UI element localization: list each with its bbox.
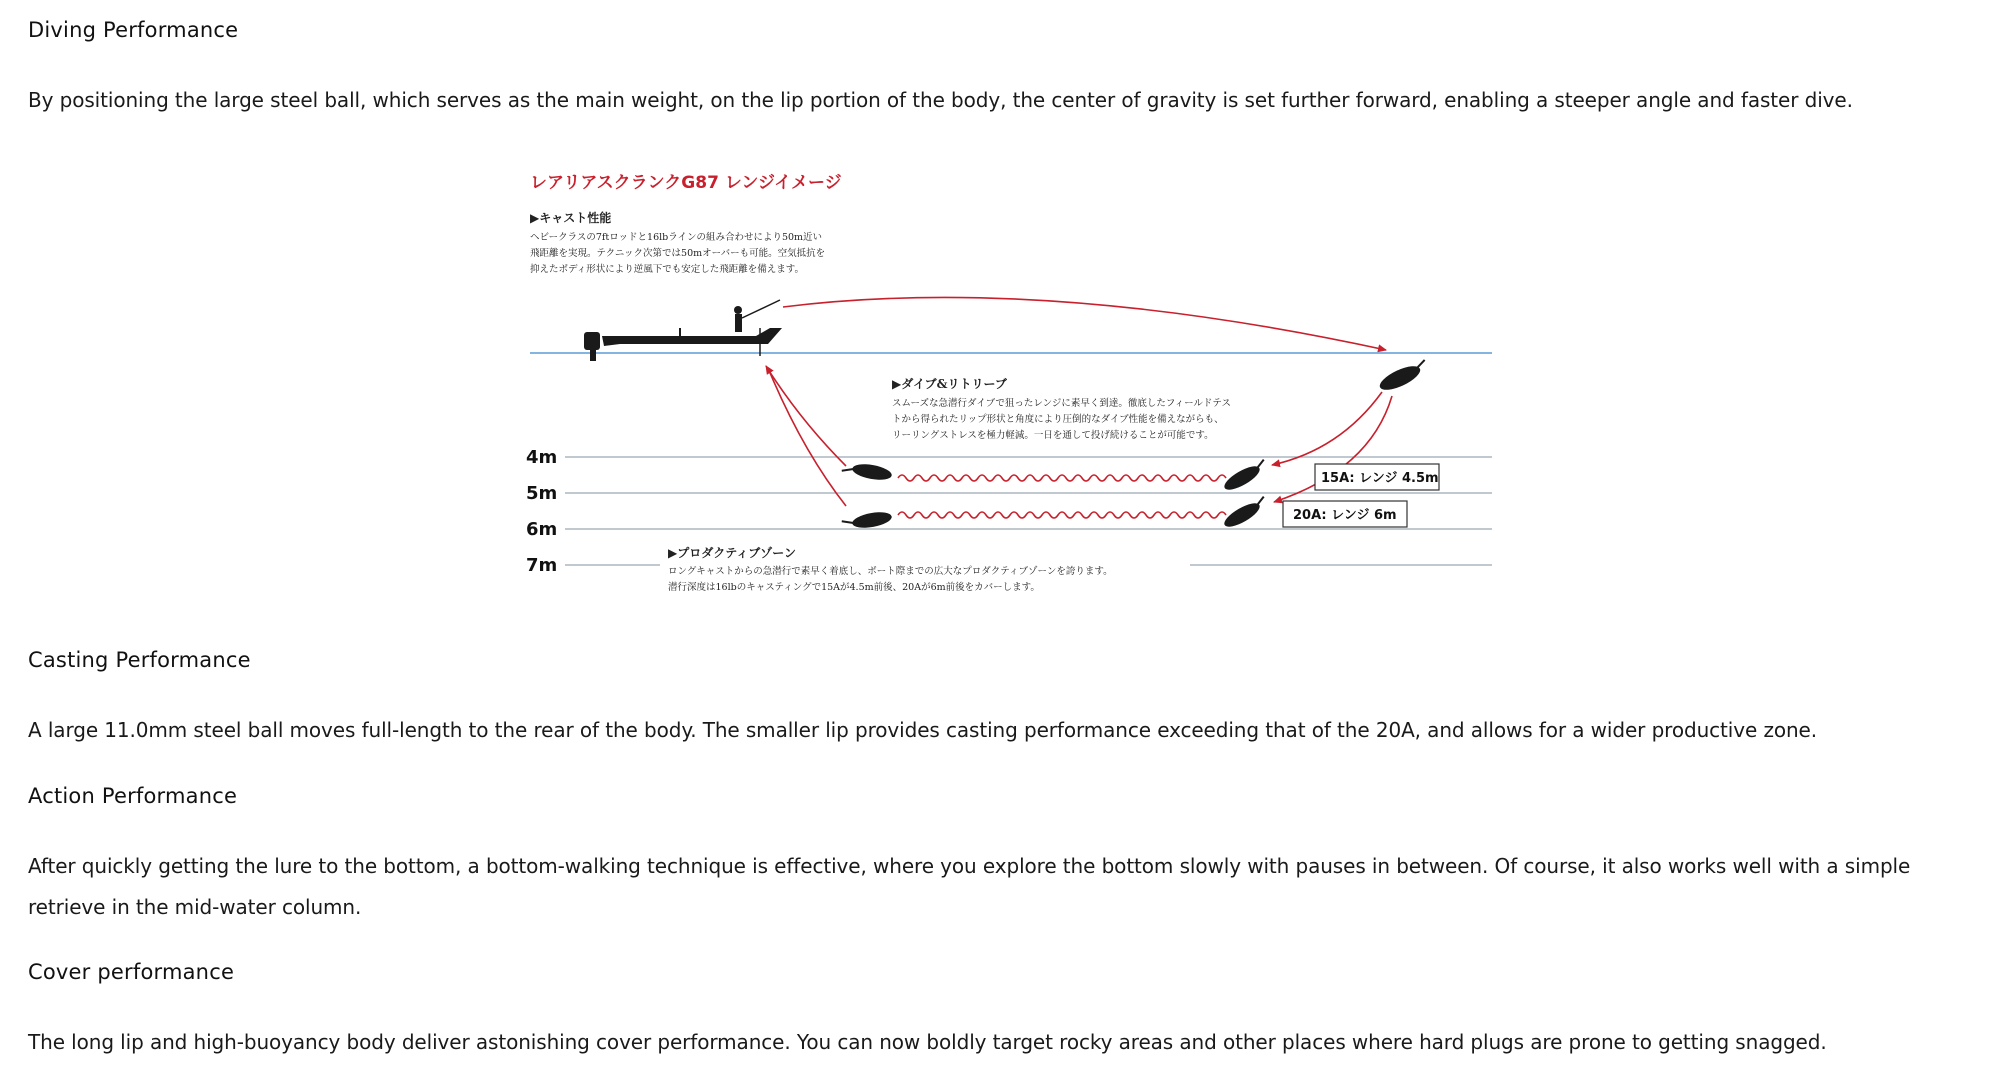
lure-dive-20a-icon [1221,495,1270,531]
dive-heading: ▶ダイブ&リトリーブ [892,377,1007,391]
cast-heading: ▶キャスト性能 [530,211,612,225]
cast-line-1: ヘビークラスの7ftロッドと16lbラインの組み合わせにより50m近い [530,232,823,243]
label-20a: 20A: レンジ 6m [1293,508,1397,523]
section-heading-action: Action Performance [28,784,238,808]
return-arrow-20a [768,368,846,506]
dive-line-2: トから得られたリップ形状と角度により圧倒的なダイブ性能を備えながらも、 [892,414,1224,425]
section-text-cover: The long lip and high-buoyancy body deliver astonishing cover performance. You can now boldly target rocky areas and other places where hard plugs are prone to getting snagged. [28,1030,1827,1054]
dive-line-3: リーリングストレスを極力軽減。一日を通して投げ続けることが可能です。 [892,430,1214,441]
range-image-figure [520,160,1500,600]
lure-dive-15a-icon [1221,458,1270,494]
zone-line-2: 潜行深度は16lbのキャスティングで15Aが4.5m前後、20Aが6m前後をカバーします。 [668,582,1040,593]
section-text-casting: A large 11.0mm steel ball moves full-length to the rear of the body. The smaller lip provides casting performance exceeding that of the 20A, and allows for a wider productive zone. [28,718,1818,742]
section-text-diving: By positioning the large steel ball, which serves as the main weight, on the lip portion of the body, the center of gravity is set further forward, enabling a steeper angle and faster dive. [28,88,1853,112]
retrieve-wiggle-15a [898,475,1226,481]
lure-surface-icon [1377,358,1431,394]
dive-arrow-15a [1272,392,1382,465]
depth-label-4m: 4m [526,447,558,468]
dive-line-1: スムーズな急潜行ダイブで狙ったレンジに素早く到達。徹底したフィールドテス [892,398,1232,409]
depth-label-7m: 7m [526,555,558,576]
label-15a: 15A: レンジ 4.5m [1321,471,1439,486]
boat-with-angler-icon [584,300,782,361]
range-diagram [520,160,1500,600]
figure-title: レアリアスクランクG87 レンジイメージ [530,173,842,193]
return-arrow-15a [766,366,846,466]
cast-line-2: 飛距離を実現。テクニック次第では50mオーバーも可能。空気抵抗を [530,248,826,259]
depth-label-6m: 6m [526,519,558,540]
section-heading-cover: Cover performance [28,960,235,984]
cast-arc [783,297,1386,350]
depth-label-5m: 5m [526,483,558,504]
retrieve-wiggle-20a [898,512,1226,518]
zone-line-1: ロングキャストからの急潜行で素早く着底し、ボート際までの広大なプロダクティブゾーンを誇ります。 [668,566,1113,577]
lure-retrieve-15a-icon [841,460,893,482]
section-heading-diving: Diving Performance [28,18,239,42]
zone-heading: ▶プロダクティブゾーン [668,546,797,560]
cast-line-3: 抑えたボディ形状により逆風下でも安定した飛距離を備えます。 [530,264,804,275]
section-text-action: After quickly getting the lure to the bottom, a bottom-walking technique is effective, where you explore the bottom slowly with pauses in between. Of course, it also works well with a simple retrieve in the mid-water column. [28,854,1911,919]
section-heading-casting: Casting Performance [28,648,251,672]
